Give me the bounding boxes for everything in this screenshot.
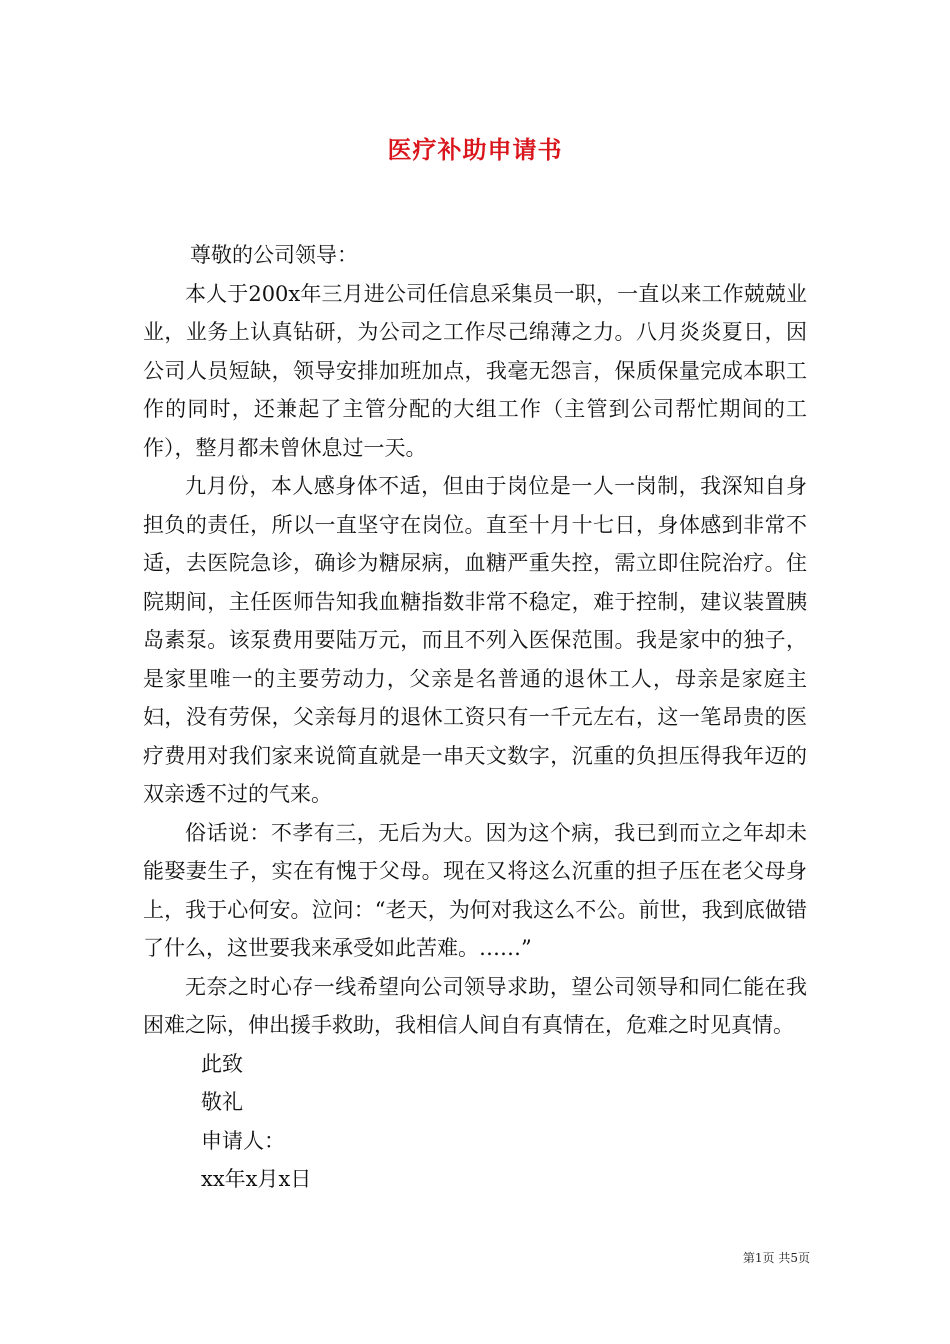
closing-line-2: 敬礼 — [201, 1090, 243, 1114]
paragraph-1: 本人于200x年三月进公司任信息采集员一职，一直以来工作兢兢业业，业务上认真钻研，为公司之工作尽己绵薄之力。八月炎炎夏日，因公司人员短缺，领导安排加班加点，我毫无怨言，保质保量完成本职工作的同时，还兼起了主管分配的大组工作（主管到公司帮忙期间的工作），整月都未曾休息过一天。 — [143, 281, 807, 460]
paragraph-2: 九月份，本人感身体不适，但由于岗位是一人一岗制，我深知自身担负的责任，所以一直坚守在岗位。直至十月十七日，身体感到非常不适，去医院急诊，确诊为糖尿病，血糖严重失控，需立即住院治疗。住院期间，主任医师告知我血糖指数非常不稳定，难于控制，建议装置胰岛素泵。该泵费用要陆万元，而且不列入医保范围。我是家中的独子，是家里唯一的主要劳动力，父亲是名普通的退休工人，母亲是家庭主妇，没有劳保，父亲每月的退休工资只有一千元左右，这一笔昂贵的医疗费用对我们家来说简直就是一串天文数字，沉重的负担压得我年迈的双亲透不过的气来。 — [143, 474, 807, 806]
paragraph-3: 俗话说：不孝有三，无后为大。因为这个病，我已到而立之年却未能娶妻生子，实在有愧于父母。现在又将这么沉重的担子压在老父母身上，我于心何安。泣问：“老天，为何对我这么不公。前世，我到底做错了什么，这世要我来承受如此苦难。……” — [143, 820, 807, 960]
closing-line-1: 此致 — [201, 1051, 243, 1076]
document-title: 医疗补助申请书 — [387, 135, 563, 164]
paragraph-4: 无奈之时心存一线希望向公司领导求助，望公司领导和同仁能在我困难之际，伸出援手救助，我相信人间自有真情在，危难之时见真情。 — [143, 974, 807, 1037]
letter-body — [143, 236, 807, 1199]
page-number: 第1页 共5页 — [742, 1251, 810, 1265]
salutation: 尊敬的公司领导： — [190, 243, 358, 267]
date-line: xx年x月x日 — [201, 1167, 312, 1191]
applicant-label: 申请人： — [201, 1128, 285, 1153]
